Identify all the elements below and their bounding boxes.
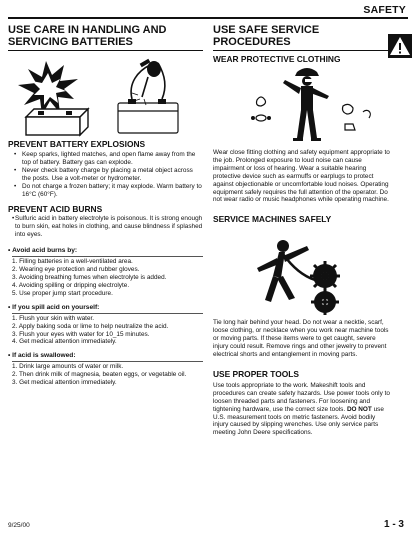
list-item: 4. Get medical attention immediately. [12,338,117,346]
page-number: 1 - 3 [383,519,404,530]
protective-clothing-illustration [213,66,391,144]
battery-explosions-heading: PREVENT BATTERY EXPLOSIONS [8,139,146,149]
list-item: 5. Use proper jump start procedure. [12,289,113,297]
service-machines-text: Tie long hair behind your head. Do not wear a necktie, scarf, loose clothing, or necklace when you work near machine tools or moving parts. If these items were to get caught, severe injury could result. Remove rings and other jewelry to prevent electrical shorts and entanglement in moving parts. [213,319,389,358]
protective-clothing-heading: WEAR PROTECTIVE CLOTHING [213,54,341,64]
proper-tools-heading: USE PROPER TOOLS [213,368,299,379]
acid-burns-list [8,215,203,239]
left-column [8,24,203,387]
list-item: 4. Avoiding spilling or dripping electrolyte. [12,281,130,289]
acid-swallowed-heading: • If acid is swallowed: [8,352,76,360]
list-item: 3. Flush your eyes with water for 10_15 minutes. [12,330,150,338]
acid-spill-steps [12,315,203,347]
list-item: 3. Avoiding breathing fumes when electrolyte is added. [12,273,167,281]
battery-explosions-list [8,151,203,198]
right-column [213,24,391,437]
footer-date: 9/25/00 [8,522,30,529]
service-procedures-title: USE SAFE SERVICE PROCEDURES [213,24,391,51]
list-item: 2. Wearing eye protection and rubber gloves. [12,266,140,274]
proper-tools-text: Use tools appropriate to the work. Makeshift tools and procedures can create safety hazards. Use power tools only to loosen threaded parts and fasteners. For loosening and tightening hardware, use the correct size tools. DO NOT use U.S. measurement tools on metric fasteners. Avoid bodily injury caused by slipping wrenches. Use only service parts meeting John Deere specifications. [213,381,390,437]
protective-clothing-text: Wear close fitting clothing and safety equipment appropriate to the job. Prolonged exposure to loud noise can cause impairment or loss of hearing. Wear a suitable hearing protective device such as earmuffs or earplugs to protect against objectionable or uncomfortable loud noises. Operating equipment safely requires the full attention of the operator. Do not wear radio or music headphones while operating machine. [213,149,390,204]
battery-section-title: USE CARE IN HANDLING AND SERVICING BATTERIES [8,24,203,51]
list-item: 1. Filling batteries in a well-ventilated area. [12,258,133,266]
list-item: 1. Flush your skin with water. [12,314,95,322]
acid-burns-heading: PREVENT ACID BURNS [8,204,103,215]
page-header-title: SAFETY [363,4,406,16]
list-item: 2. Then drink milk of magnesia, beaten eggs, or vegetable oil. [12,371,187,379]
acid-swallowed-steps [12,363,203,387]
battery-explosion-illustration [8,55,203,137]
list-item: 1. Drink large amounts of water or milk. [12,363,124,371]
list-item: • Keep sparks, lighted matches, and open flame away from the top of battery. Battery gas can explode. [14,151,203,167]
service-machines-heading: SERVICE MACHINES SAFELY [213,214,332,225]
acid-spill-heading: • If you spill acid on yourself: [8,303,100,311]
warning-triangle-icon [388,34,412,58]
avoid-acid-burns-steps [12,258,203,298]
list-item: 2. Apply baking soda or lime to help neutralize the acid. [12,322,169,330]
entanglement-hazard-illustration [213,228,391,316]
list-item: 3. Get medical attention immediately. [12,379,117,387]
list-item: • Never check battery charge by placing a metal object across the posts. Use a volt-meter or hydrometer. [14,167,203,183]
list-item: • Sulfuric acid in battery electrolyte is poisonous. It is strong enough to burn skin, eat holes in clothing, and cause blindness if splashed into eyes. [12,215,203,239]
avoid-acid-burns-heading: • Avoid acid burns by: [8,247,78,255]
header-rule [8,17,408,19]
list-item: • Do not charge a frozen battery; it may explode. Warm battery to 16°C (60°F). [14,183,203,199]
